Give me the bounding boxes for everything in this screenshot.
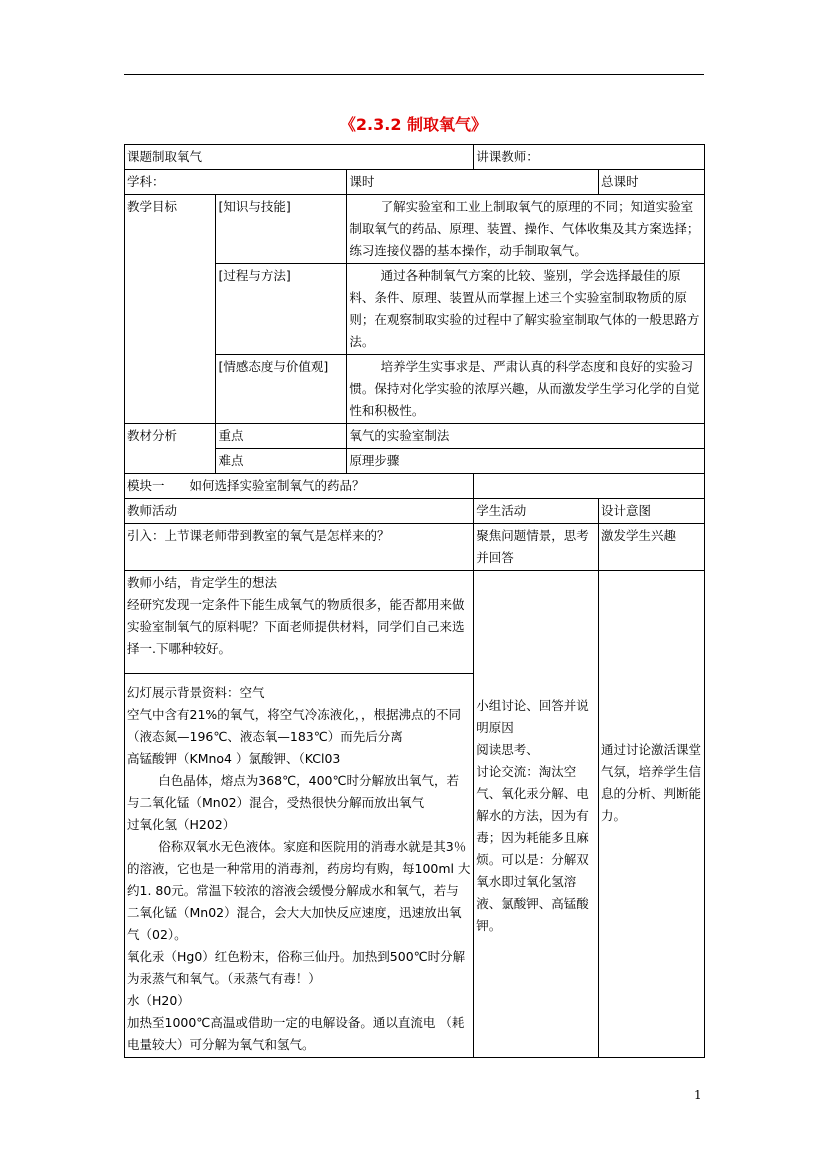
document-title: 《2.3.2 制取氧气》 (339, 115, 488, 134)
h2o2-title: 过氧化氢（H202） (127, 817, 236, 832)
materials-cell (125, 674, 474, 1058)
col-design-intent: 设计意图 (598, 499, 704, 524)
intro-student: 聚焦问题情景，思考并回答 (474, 524, 599, 571)
process-text: 通过各种制氧气方案的比较、鉴别，学会选择最佳的原料、条件、原理、装置从而掌握上述三个实验室制取物质的原则；在观察制取实验的过程中了解实验室制取气体的一般思路方法。 (347, 264, 705, 355)
page-number: 1 (694, 1088, 702, 1102)
analysis-label: 教材分析 (125, 424, 216, 474)
intro-design: 激发学生兴趣 (598, 524, 704, 571)
design-intent-cell (598, 571, 704, 1058)
intro-row (125, 524, 705, 571)
emotion-text: 培养学生实事求是、严肃认真的科学态度和良好的实验习惯。保持对化学实验的浓厚兴趣，从而激发学生学习化学的自觉性和积极性。 (347, 355, 705, 424)
water-text: 加热至1000℃高温或借助一定的电解设备。通以直流电 （耗电量较大）可分解为氧气和氢气。 (127, 1015, 465, 1052)
water-title: 水（H20） (127, 993, 190, 1008)
design-discussion: 通过讨论激活课堂气氛，培养学生信息的分析、判断能力。 (600, 742, 701, 823)
header-row-1 (125, 145, 705, 170)
air-text: 空气中含有21%的氧气，将空气冷冻液化，，根据沸点的不同（液态氮—196℃、液态氧—183℃）而先后分离 (127, 707, 462, 744)
total-hours-cell: 总课时 (598, 170, 704, 195)
process-label: [过程与方法] (216, 264, 347, 355)
emotion-label: [情感态度与价值观] (216, 355, 347, 424)
summary-line-1: 教师小结，肯定学生的想法 (127, 575, 278, 590)
module-title: 模块一 如何选择实验室制氧气的药品？ (125, 474, 474, 499)
hgo-text: 氧化汞（Hg0）红色粉末，俗称三仙丹。加热到500℃时分解为汞蒸气和氧气。（汞蒸气有毒！） (127, 949, 466, 986)
summary-row (125, 571, 705, 674)
student-activity-cell (474, 571, 599, 1058)
analysis-row-key (125, 424, 705, 449)
lesson-plan-table (124, 144, 705, 1058)
key-label: 重点 (216, 424, 347, 449)
module-header-row (125, 499, 705, 524)
difficulty-label: 难点 (216, 449, 347, 474)
knowledge-label: [知识与技能] (216, 195, 347, 264)
key-text: 氧气的实验室制法 (347, 424, 705, 449)
objectives-label: 教学目标 (125, 195, 216, 424)
intro-teacher: 引入：上节课老师带到教室的氧气是怎样来的？ (125, 524, 474, 571)
objective-row-knowledge (125, 195, 705, 264)
student-discussion: 小组讨论、回答并说明原因 (476, 698, 589, 735)
subject-cell: 学科： (125, 170, 347, 195)
header-row-2 (125, 170, 705, 195)
knowledge-text: 了解实验室和工业上制取氧气的原理的不同；知道实验室制取氧气的药品、原理、装置、操作、气体收集及其方案选择；练习连接仪器的基本操作，动手制取氧气。 (347, 195, 705, 264)
teacher-cell: 讲课教师： (474, 145, 705, 170)
topic-cell: 课题制取氧气 (125, 145, 474, 170)
student-exchange: 讨论交流：淘汰空气、氧化汞分解、电解水的方法，因为有毒；因为耗能多且麻烦。可以是：分解双氧水即过氧化氢溶液、氯酸钾、高锰酸钾。 (476, 764, 589, 933)
kmno4-text: 白色晶体，熔点为368℃，400℃时分解放出氧气，若与二氧化锰（Mn02）混合，受热很快分解而放出氧气 (127, 773, 460, 810)
summary-line-2: 经研究发现一定条件下能生成氧气的物质很多，能否都用来做实验室制氧气的原料呢？下面老师提供材料，同学们自己来选择一.下哪种较好。 (127, 597, 465, 656)
class-hours-cell: 课时 (347, 170, 599, 195)
module-title-blank (474, 474, 705, 499)
module-title-row (125, 474, 705, 499)
student-reading: 阅读思考、 (476, 742, 539, 757)
summary-cell (125, 571, 474, 674)
kmno4-title: 高锰酸钾（KMno4 ）氯酸钾、（KCl03 (127, 751, 341, 766)
col-teacher-activity: 教师活动 (125, 499, 474, 524)
difficulty-text: 原理步骤 (347, 449, 705, 474)
col-student-activity: 学生活动 (474, 499, 599, 524)
header-rule (124, 74, 704, 75)
h2o2-text: 俗称双氧水无色液体。家庭和医院用的消毒水就是其3％的溶液，它也是一种常用的消毒剂，药房均有购，每100ml 大约1. 80元。常温下较浓的溶液会缓慢分解成水和氧气，若与二氧化锰（Mn02）混合，会大大加快反应速度，迅速放出氧气（02）。 (127, 839, 471, 942)
slide-title: 幻灯展示背景资料：空气 (127, 685, 265, 700)
